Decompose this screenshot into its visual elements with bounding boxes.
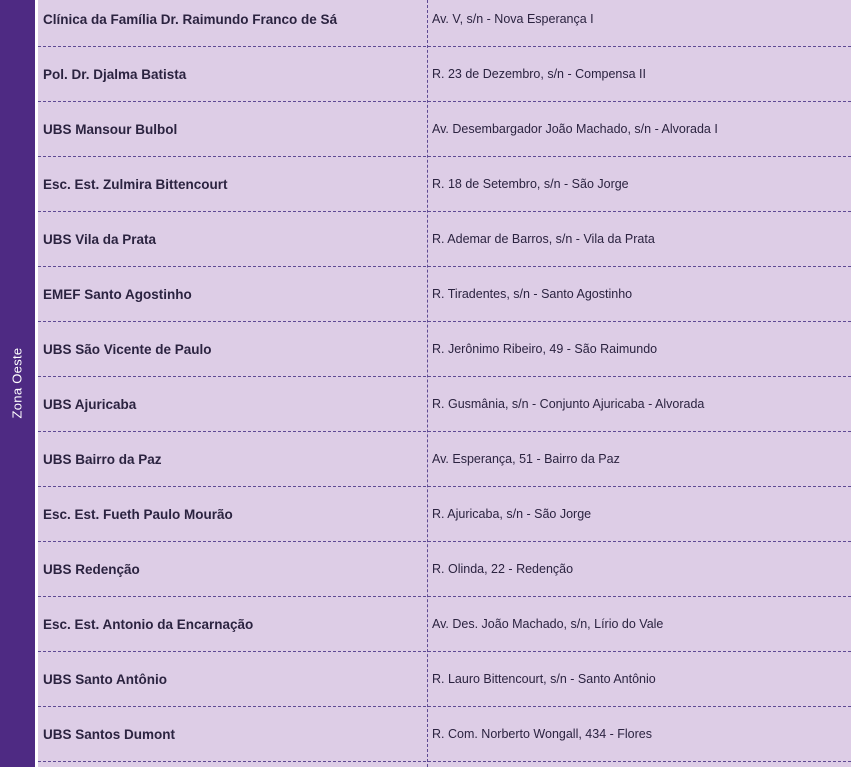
unit-name: Esc. Est. Zulmira Bittencourt bbox=[43, 177, 228, 192]
unit-address: R. Ademar de Barros, s/n - Vila da Prata bbox=[432, 232, 655, 246]
unit-name: Pol. Dr. Djalma Batista bbox=[43, 67, 187, 82]
unit-address: Av. Des. João Machado, s/n, Lírio do Vale bbox=[432, 617, 664, 631]
unit-name: UBS Santo Antônio bbox=[43, 672, 167, 687]
table-row bbox=[38, 597, 851, 652]
unit-name: Clínica da Família Dr. Raimundo Franco de Sá bbox=[43, 12, 338, 27]
unit-address: R. Jerônimo Ribeiro, 49 - São Raimundo bbox=[432, 342, 658, 356]
unit-address: R. Tiradentes, s/n - Santo Agostinho bbox=[432, 287, 633, 301]
table-row bbox=[38, 0, 851, 47]
table-row bbox=[38, 267, 851, 322]
unit-name: UBS Vila da Prata bbox=[43, 232, 157, 247]
unit-address: Av. Desembargador João Machado, s/n - Alvorada I bbox=[432, 122, 718, 136]
unit-name: UBS Mansour Bulbol bbox=[43, 122, 178, 137]
unit-address: R. Gusmânia, s/n - Conjunto Ajuricaba - Alvorada bbox=[432, 397, 705, 411]
unit-address: Av. Esperança, 51 - Bairro da Paz bbox=[432, 452, 620, 466]
unit-name: Esc. Est. Fueth Paulo Mourão bbox=[43, 507, 233, 522]
unit-address: R. 23 de Dezembro, s/n - Compensa II bbox=[432, 67, 646, 81]
unit-address: R. 18 de Setembro, s/n - São Jorge bbox=[432, 177, 629, 191]
unit-address: Av. V, s/n - Nova Esperança I bbox=[432, 12, 594, 26]
table-row bbox=[38, 707, 851, 762]
unit-name: UBS Bairro da Paz bbox=[43, 452, 162, 467]
unit-address: R. Com. Norberto Wongall, 434 - Flores bbox=[432, 727, 652, 741]
table-row bbox=[38, 542, 851, 597]
unit-address: R. Ajuricaba, s/n - São Jorge bbox=[432, 507, 592, 521]
table-row bbox=[38, 102, 851, 157]
unit-name: UBS Redenção bbox=[43, 562, 140, 577]
table-row bbox=[38, 487, 851, 542]
table-row bbox=[38, 322, 851, 377]
unit-name: EMEF Santo Agostinho bbox=[43, 287, 192, 302]
table-row bbox=[38, 47, 851, 102]
table-row bbox=[38, 157, 851, 212]
unit-address: R. Lauro Bittencourt, s/n - Santo Antônio bbox=[432, 672, 656, 686]
table-row bbox=[38, 432, 851, 487]
unit-address: R. Olinda, 22 - Redenção bbox=[432, 562, 574, 576]
table-row bbox=[38, 377, 851, 432]
unit-name: Esc. Est. Antonio da Encarnação bbox=[43, 617, 254, 632]
table-row bbox=[38, 652, 851, 707]
zone-label: Zona Oeste bbox=[9, 347, 25, 419]
table-row bbox=[38, 212, 851, 267]
unit-name: UBS Santos Dumont bbox=[43, 727, 176, 742]
unit-name: UBS São Vicente de Paulo bbox=[43, 342, 212, 357]
unit-name: UBS Ajuricaba bbox=[43, 397, 137, 412]
zone-sidebar bbox=[0, 0, 35, 767]
health-units-table bbox=[38, 0, 851, 767]
